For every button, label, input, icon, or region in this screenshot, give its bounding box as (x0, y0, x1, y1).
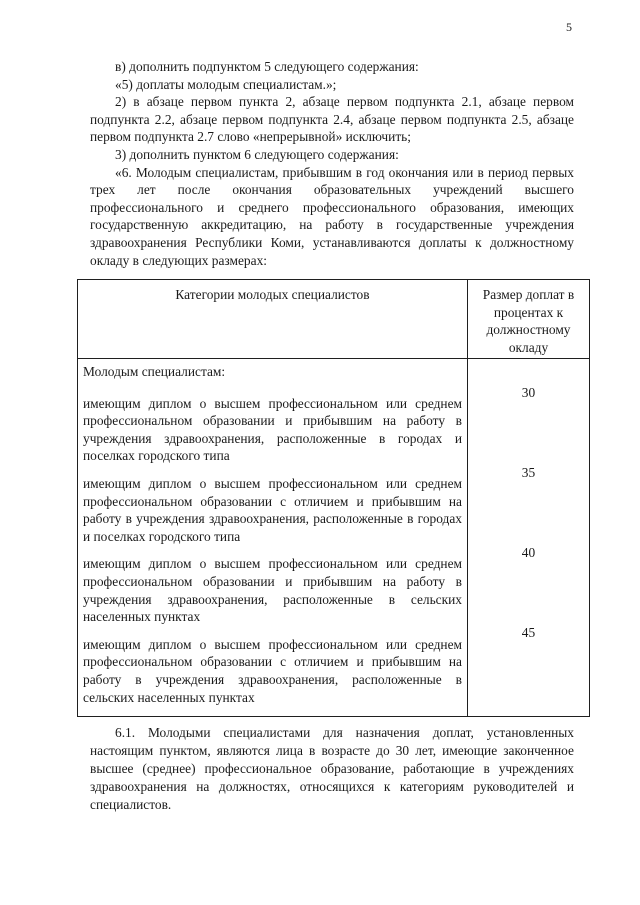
table-body-row (78, 359, 590, 717)
value-item: 30 (521, 385, 536, 400)
bottom-paragraphs (90, 724, 574, 814)
value-item: 40 (521, 545, 536, 560)
value-item: 45 (521, 625, 536, 640)
page-number: 5 (566, 20, 572, 34)
paragraph: «5) доплаты молодым специалистам.»; (115, 76, 337, 92)
categories-cell (78, 359, 468, 717)
values-cell (468, 359, 590, 717)
table-intro: Молодым специалистам: (83, 364, 226, 379)
category-item: имеющим диплом о высшем профессиональном или среднем профессиональном образовании с отличием и прибывшим на работу в учреждения здравоохранения, расположенные в сельских населенных пунктах (83, 636, 462, 705)
supplement-table (77, 279, 590, 717)
category-item: имеющим диплом о высшем профессиональном или среднем профессиональном образовании и прибывшим на работу в учреждения здравоохранения, расположенные в сельских населенных пунктах (83, 556, 462, 625)
top-paragraphs (90, 58, 574, 269)
value-item: 35 (521, 465, 536, 480)
header-categories: Категории молодых специалистов (78, 280, 468, 359)
paragraph: 6.1. Молодыми специалистами для назначения доплат, установленных настоящим пунктом, являются лица в возрасте до 30 лет, имеющие законченное высшее (среднее) профессиональное образование, работающие в учреждениях здравоохранения на должностях, относящихся к категориям руководителей и специалистов. (90, 725, 574, 812)
table-header-row (78, 280, 590, 359)
paragraph: «6. Молодым специалистам, прибывшим в год окончания или в период первых трех лет после окончания образовательных учреждений высшего профессионального и среднего профессионального образования, имеющих государственную аккредитацию, на работу в государственные учреждения здравоохранения Республики Коми, устанавливаются доплаты к должностному окладу в следующих размерах: (90, 164, 574, 268)
paragraph: 2) в абзаце первом пункта 2, абзаце первом подпункта 2.1, абзаце первом подпункта 2.2, абзаце первом подпункта 2.4, абзаце первом подпункта 2.5, абзаце первом подпункта 2.7 слово «непрерывной» исключить; (90, 94, 574, 145)
paragraph: 3) дополнить пунктом 6 следующего содержания: (115, 146, 399, 162)
paragraph: в) дополнить подпунктом 5 следующего содержания: (115, 59, 419, 74)
header-size: Размер доплат в процентах к должностному окладу (468, 280, 590, 359)
category-item: имеющим диплом о высшем профессиональном или среднем профессиональном образовании с отличием и прибывшим на работу в учреждения здравоохранения, расположенные в городах и поселках городского типа (83, 475, 462, 544)
category-item: имеющим диплом о высшем профессиональном или среднем профессиональном образовании и прибывшим на работу в учреждения здравоохранения, расположенные в городах и поселках городского типа (83, 395, 462, 464)
